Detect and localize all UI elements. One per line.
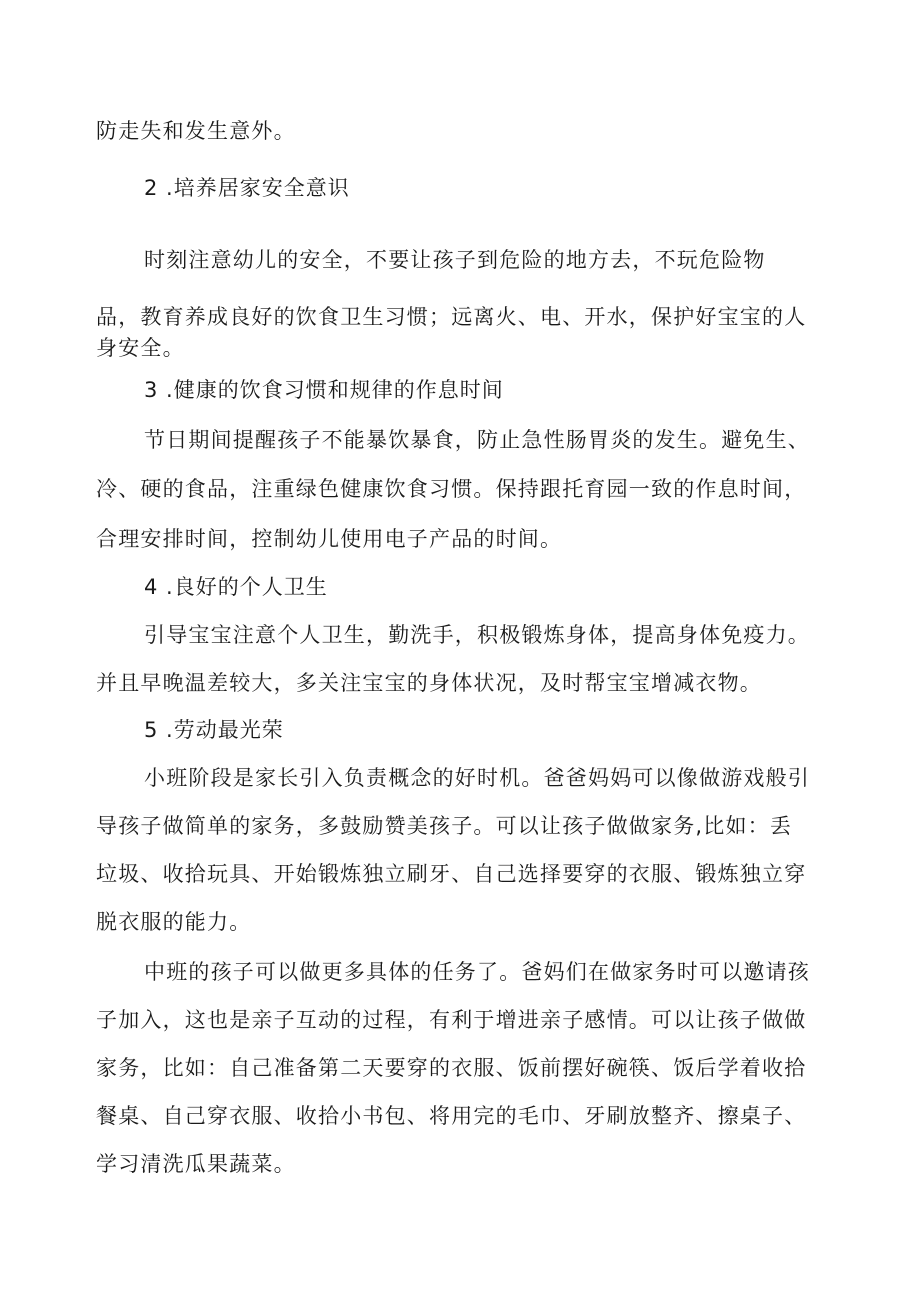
paragraph-line: 并且早晚温差较大，多关注宝宝的身体状况，及时帮宝宝增减衣物。 [96, 671, 762, 695]
paragraph-line: 家务，比如：自己准备第二天要穿的衣服、饭前摆好碗筷、饭后学着收拾 [96, 1056, 807, 1080]
section-heading-2: 2 .培养居家安全意识 [144, 176, 350, 200]
paragraph-line: 身安全。 [96, 336, 185, 360]
paragraph-line: 子加入，这也是亲子互动的过程，有利于增进亲子感情。可以让孩子做做 [96, 1008, 807, 1032]
paragraph-line: 引导宝宝注意个人卫生，勤洗手，积极锻炼身体，提高身体免疫力。 [144, 623, 810, 647]
paragraph-line: 防走失和发生意外。 [96, 119, 296, 143]
paragraph-line: 学习清洗瓜果蔬菜。 [96, 1152, 296, 1176]
paragraph-line: 品，教育养成良好的饮食卫生习惯；远离火、电、开水，保护好宝宝的人 [96, 305, 807, 329]
paragraph-line: 餐桌、自己穿衣服、收拾小书包、将用完的毛巾、牙刷放整齐、擦桌子、 [96, 1104, 807, 1128]
paragraph-line: 小班阶段是家长引入负责概念的好时机。爸爸妈妈可以像做游戏般引 [144, 766, 810, 790]
paragraph-line: 脱衣服的能力。 [96, 910, 252, 934]
section-heading-5: 5 .劳动最光荣 [144, 718, 284, 742]
section-heading-3: 3 .健康的饮食习惯和规律的作息时间 [144, 378, 504, 402]
paragraph-line: 中班的孩子可以做更多具体的任务了。爸妈们在做家务时可以邀请孩 [144, 960, 810, 984]
paragraph-line: 合理安排时间，控制幼儿使用电子产品的时间。 [96, 527, 563, 551]
section-heading-4: 4 .良好的个人卫生 [144, 575, 328, 599]
paragraph-line: 节日期间提醒孩子不能暴饮暴食，防止急性肠胃炎的发生。避免生、 [144, 428, 810, 452]
paragraph-line: 垃圾、收拾玩具、开始锻炼独立刷牙、自己选择要穿的衣服、锻炼独立穿 [96, 862, 807, 886]
paragraph-line: 时刻注意幼儿的安全，不要让孩子到危险的地方去，不玩危险物 [144, 248, 766, 272]
paragraph-line: 导孩子做简单的家务，多鼓励赞美孩子。可以让孩子做做家务,比如：丢 [96, 814, 793, 838]
paragraph-line: 冷、硬的食品，注重绿色健康饮食习惯。保持跟托育园一致的作息时间， [96, 477, 807, 501]
